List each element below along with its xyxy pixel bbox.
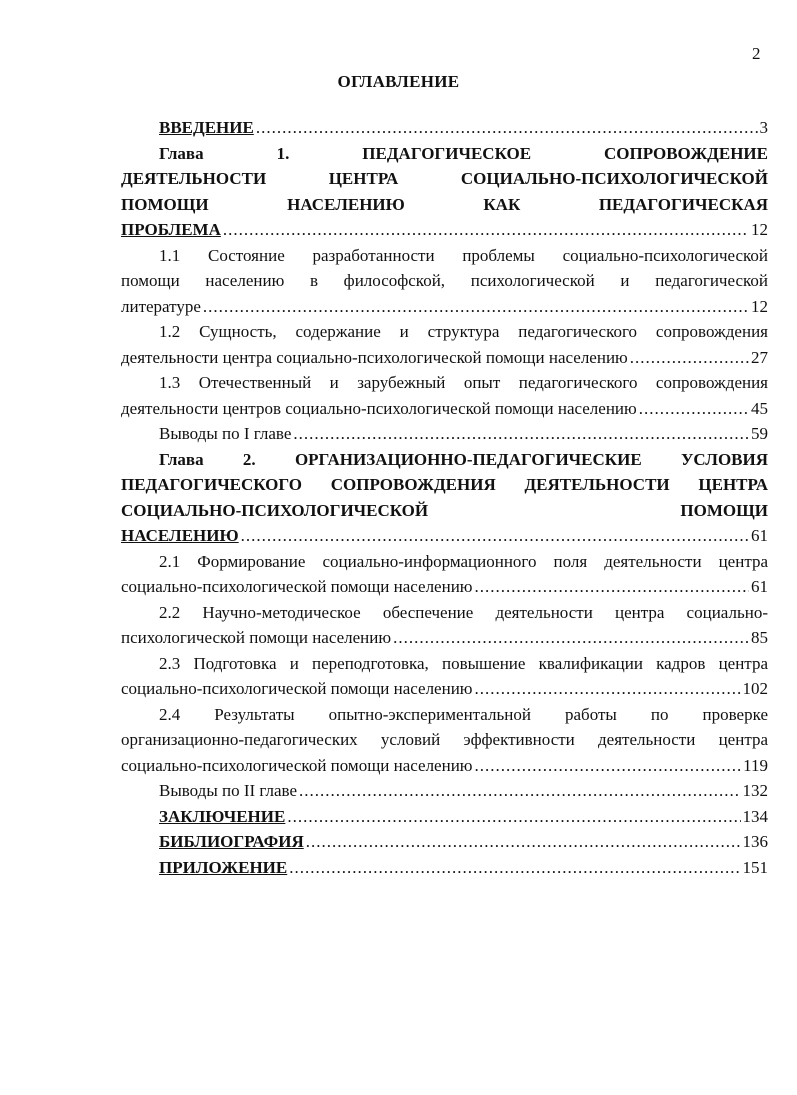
leader-dots <box>289 855 740 881</box>
toc-entry-section-2-4[interactable] <box>121 702 768 779</box>
section-line: 2.4 Результаты опытно-экспериментальной работы по проверке <box>159 704 768 724</box>
toc-entry-page: 151 <box>742 857 768 877</box>
leader-dots <box>293 421 749 447</box>
toc-entry-page: 134 <box>742 806 768 826</box>
toc-entry-page: 12 <box>751 296 768 316</box>
toc-entry-section-2-2[interactable] <box>121 600 768 651</box>
section-line: организационно-педагогических условий эффективности деятельности центра <box>121 730 768 749</box>
toc-entry-section-2-1[interactable] <box>121 549 768 600</box>
leader-dots <box>630 345 749 371</box>
toc-entry-label: ЗАКЛЮЧЕНИЕ <box>159 806 286 826</box>
toc-entry-page: 12 <box>751 220 768 239</box>
toc-entry-page: 59 <box>751 424 768 443</box>
leader-dots <box>475 574 750 600</box>
toc-entry-page: 136 <box>742 832 768 851</box>
toc-entry-section-1-3[interactable] <box>121 370 768 421</box>
toc-entry-chapter-1[interactable] <box>121 141 768 243</box>
toc-entry-chapter-2-conclusions[interactable] <box>121 778 768 804</box>
leader-dots <box>639 396 749 422</box>
chapter-heading-line: Глава 2. ОРГАНИЗАЦИОННО-ПЕДАГОГИЧЕСКИЕ УСЛОВИЯ <box>159 449 768 469</box>
toc-entry-label: БИБЛИОГРАФИЯ <box>159 832 304 851</box>
section-line: социально-психологической помощи населению <box>121 577 473 596</box>
toc-entry-appendix[interactable] <box>121 855 768 881</box>
table-of-contents <box>121 115 768 880</box>
section-line: социально-психологической помощи населению <box>121 679 473 698</box>
toc-entry-bibliography[interactable] <box>121 829 768 855</box>
toc-entry-page: 3 <box>759 118 768 137</box>
section-line: 1.2 Сущность, содержание и структура педагогического сопровождения <box>159 322 768 341</box>
leader-dots <box>299 778 740 804</box>
toc-entry-label: Выводы по I главе <box>159 424 292 443</box>
chapter-heading-line: НАСЕЛЕНИЮ <box>121 526 239 545</box>
leader-dots <box>475 676 741 702</box>
leader-dots <box>203 294 749 320</box>
leader-dots <box>287 804 740 830</box>
chapter-heading-line: ДЕЯТЕЛЬНОСТИ ЦЕНТРА СОЦИАЛЬНО-ПСИХОЛОГИЧЕСКОЙ <box>121 169 768 188</box>
chapter-heading-line: ПОМОЩИ НАСЕЛЕНИЮ КАК ПЕДАГОГИЧЕСКАЯ <box>121 194 768 214</box>
page-number: 2 <box>752 44 761 63</box>
section-line: социально-психологической помощи населению <box>121 755 473 775</box>
toc-entry-intro[interactable] <box>121 115 768 141</box>
section-line: 1.3 Отечественный и зарубежный опыт педагогического сопровождения <box>159 373 768 392</box>
section-line: деятельности центров социально-психологической помощи населению <box>121 398 637 418</box>
section-line: психологической помощи населению <box>121 628 392 647</box>
toc-entry-page: 85 <box>751 628 768 647</box>
page-title: ОГЛАВЛЕНИЕ <box>337 72 460 91</box>
toc-entry-section-2-3[interactable] <box>121 651 768 702</box>
toc-entry-page: 27 <box>751 347 768 367</box>
toc-entry-page: 119 <box>743 755 768 775</box>
section-line: 2.3 Подготовка и переподготовка, повышение квалификации кадров центра <box>159 653 768 673</box>
chapter-heading-line: ПРОБЛЕМА <box>121 220 221 239</box>
leader-dots <box>393 625 749 651</box>
chapter-heading-line: СОЦИАЛЬНО-ПСИХОЛОГИЧЕСКОЙ ПОМОЩИ <box>121 500 768 520</box>
section-line: литературе <box>121 296 201 316</box>
chapter-heading-line: ПЕДАГОГИЧЕСКОГО СОПРОВОЖДЕНИЯ ДЕЯТЕЛЬНОСТИ ЦЕНТРА <box>121 475 768 494</box>
toc-entry-conclusion[interactable] <box>121 804 768 830</box>
toc-entry-label: ВВЕДЕНИЕ <box>159 118 254 137</box>
section-line: 1.1 Состояние разработанности проблемы социально-психологической <box>159 245 768 265</box>
chapter-heading-line: Глава 1. ПЕДАГОГИЧЕСКОЕ СОПРОВОЖДЕНИЕ <box>159 143 768 163</box>
section-line: помощи населению в философской, психологической и педагогической <box>121 271 768 290</box>
section-line: 2.1 Формирование социально-информационного поля деятельности центра <box>159 551 768 571</box>
section-line: деятельности центра социально-психологической помощи населению <box>121 347 628 367</box>
toc-entry-label: Выводы по II главе <box>159 781 298 800</box>
toc-entry-chapter-1-conclusions[interactable] <box>121 421 768 447</box>
leader-dots <box>256 115 758 141</box>
leader-dots <box>241 523 749 549</box>
section-line: 2.2 Научно-методическое обеспечение деятельности центра социально- <box>159 602 768 622</box>
toc-entry-chapter-2[interactable] <box>121 447 768 549</box>
toc-entry-page: 61 <box>751 526 768 545</box>
toc-entry-page: 102 <box>742 679 768 698</box>
toc-entry-section-1-1[interactable] <box>121 243 768 320</box>
toc-entry-page: 61 <box>751 577 768 596</box>
leader-dots <box>306 829 741 855</box>
leader-dots <box>475 753 742 779</box>
toc-entry-page: 132 <box>742 781 768 800</box>
toc-entry-page: 45 <box>751 398 768 418</box>
toc-entry-section-1-2[interactable] <box>121 319 768 370</box>
leader-dots <box>223 217 749 243</box>
toc-entry-label: ПРИЛОЖЕНИЕ <box>159 857 288 877</box>
